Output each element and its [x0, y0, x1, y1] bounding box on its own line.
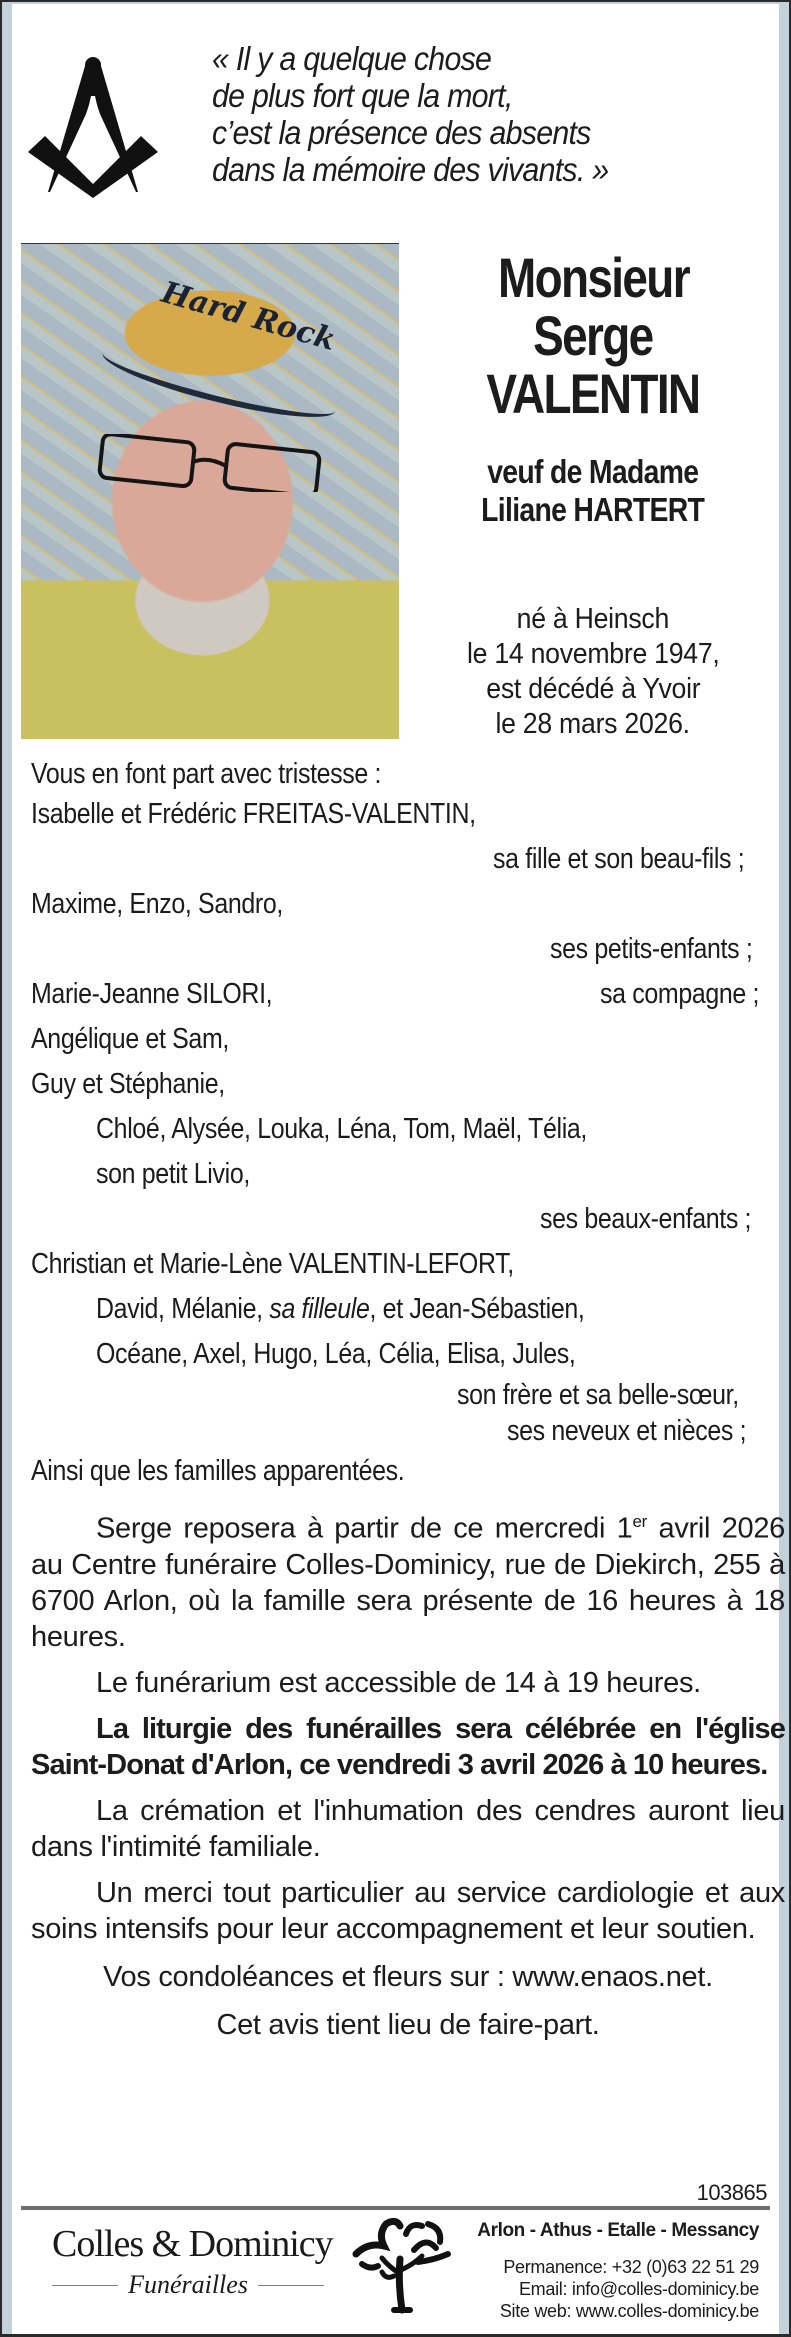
tree-icon [348, 2214, 460, 2314]
deceased-last-name: VALENTIN [486, 362, 700, 425]
thanks-paragraph: Un merci tout particulier au service cardiologie et aux soins intensifs pour leur accompagnement et leur soutien. [31, 1876, 785, 1945]
decorative-line [52, 2285, 118, 2286]
family-relation: son frère et sa belle-sœur, [457, 1379, 740, 1411]
liturgy-paragraph: La liturgie des funérailles sera célébrée en l'église Saint-Donat d'Arlon, ce vendredi 3 avril 2026 à 10 heures. [31, 1712, 785, 1781]
visitation-paragraph: Serge reposera à partir de ce mercredi 1er avril 2026 au Centre funéraire Colles-Dominicy, rue de Diekirch, 255 à 6700 Arlon, où la famille sera présente de 16 heures à 18 heures. [31, 1512, 786, 1653]
family-intro: Vous en font part avec tristesse : [31, 758, 382, 790]
funeral-home-towns: Arlon - Athus - Etalle - Messancy [477, 2220, 759, 2241]
reference-number: 103865 [696, 2180, 767, 2205]
quote-line: c’est la présence des absents [212, 114, 591, 151]
glasses-icon [96, 434, 336, 492]
funeral-home-website: Site web: www.colles-dominicy.be [499, 2301, 759, 2321]
family-relation: sa compagne ; [599, 978, 760, 1010]
family-relation: sa fille et son beau-fils ; [492, 843, 745, 875]
death-place: est décédé à Yvoir [485, 673, 701, 705]
deceased-first-name: Serge [533, 304, 653, 367]
funeral-home-subtitle: Funérailles [52, 2270, 324, 2300]
spouse-name: Liliane HARTERT [481, 491, 705, 528]
family-member: David, Mélanie, sa filleule, et Jean-Sébastien, [96, 1293, 585, 1325]
family-relation: ses neveux et nièces ; [506, 1415, 747, 1447]
widow-line: veuf de Madame [487, 453, 699, 490]
epigraph-quote [212, 40, 643, 188]
quote-line: de plus fort que la mort, [212, 77, 513, 114]
square-and-compasses-icon [28, 52, 158, 198]
condolences-link-text: Vos condoléances et fleurs sur : www.enaos.net. [103, 1960, 713, 1993]
death-date: le 28 mars 2026. [495, 708, 691, 740]
family-closing: Ainsi que les familles apparentées. [31, 1455, 405, 1487]
family-member: Marie-Jeanne SILORI, [31, 978, 273, 1010]
family-list [31, 756, 785, 2043]
family-member: Océane, Axel, Hugo, Léa, Célia, Elisa, Jules, [96, 1338, 576, 1370]
funeral-home-contact [477, 2218, 759, 2322]
footer-divider [21, 2206, 770, 2210]
birth-place: né à Heinsch [516, 603, 670, 635]
funeral-home-name: Colles & Dominicy [52, 2223, 333, 2265]
family-relation: ses petits-enfants ; [549, 933, 753, 965]
family-member: Angélique et Sam, [31, 1023, 229, 1055]
birth-death-info [407, 602, 779, 742]
family-relation: ses beaux-enfants ; [539, 1203, 751, 1235]
cap-logo-text: Hard Rock [157, 275, 340, 358]
birth-date: le 14 novembre 1947, [466, 638, 720, 670]
quote-line: dans la mémoire des vivants. » [212, 151, 609, 188]
family-member: son petit Livio, [96, 1158, 250, 1190]
family-member: Isabelle et Frédéric FREITAS-VALENTIN, [31, 798, 476, 830]
funeral-home-email: Email: info@colles-dominicy.be [518, 2279, 759, 2299]
funeral-home-phone: Permanence: +32 (0)63 22 51 29 [503, 2257, 759, 2277]
obituary-page [12, 4, 786, 2334]
decorative-line [258, 2285, 324, 2286]
goddaughter-note: sa filleule [269, 1293, 370, 1325]
family-member: Chloé, Alysée, Louka, Léna, Tom, Maël, Télia, [96, 1113, 588, 1145]
deceased-name-block [407, 246, 779, 529]
quote-line: « Il y a quelque chose [212, 40, 492, 77]
deceased-title: Monsieur [497, 246, 689, 309]
cremation-paragraph: La crémation et l'inhumation des cendres auront lieu dans l'intimité familiale. [31, 1794, 785, 1863]
family-member: Guy et Stéphanie, [31, 1068, 225, 1100]
funerarium-hours: Le funérarium est accessible de 14 à 19 heures. [96, 1666, 701, 1699]
portrait-photo [21, 243, 399, 739]
family-member: Christian et Marie-Lène VALENTIN-LEFORT, [31, 1248, 514, 1280]
family-member: Maxime, Enzo, Sandro, [31, 888, 283, 920]
notice-text: Cet avis tient lieu de faire-part. [216, 2008, 600, 2041]
